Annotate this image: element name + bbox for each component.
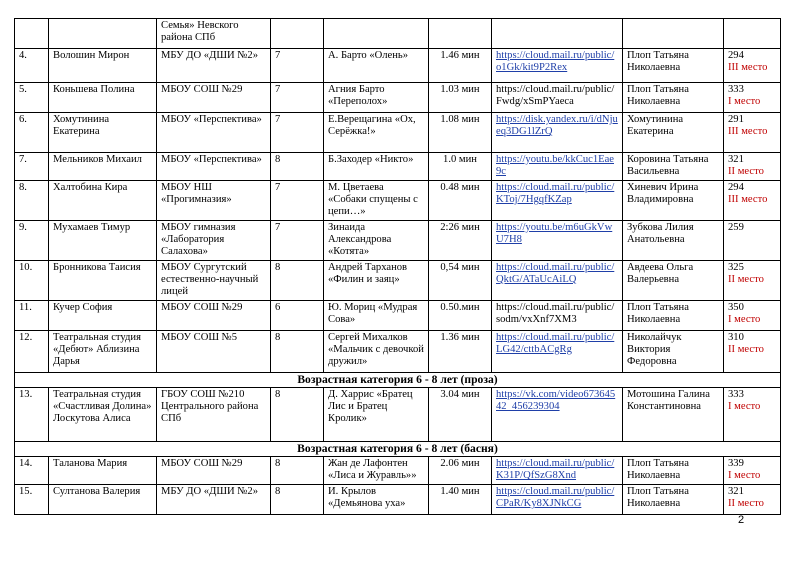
teacher-cell: Николайчук Виктория Федоровна bbox=[623, 330, 724, 372]
place-label: III место bbox=[728, 194, 768, 206]
work-title-cell: Е.Верещагина «Ох, Серёжка!» bbox=[324, 113, 429, 153]
school-cell: МБОУ НШ «Прогимназия» bbox=[157, 181, 271, 221]
school-cell: МБОУ СОШ №29 bbox=[157, 457, 271, 485]
participant-name-cell: Кучер София bbox=[49, 300, 157, 330]
teacher-cell: Зубкова Лилия Анатольевна bbox=[623, 220, 724, 260]
participant-name-cell: Таланова Мария bbox=[49, 457, 157, 485]
age-cell: 7 bbox=[271, 181, 324, 221]
video-link-cell bbox=[492, 153, 623, 181]
video-link-cell bbox=[492, 49, 623, 83]
table-row bbox=[15, 49, 781, 83]
participant-name-cell: Халтобина Кира bbox=[49, 181, 157, 221]
score-cell bbox=[724, 330, 781, 372]
score-value: 259 bbox=[728, 221, 744, 233]
participant-name-cell: Коньшева Полина bbox=[49, 83, 157, 113]
participant-name-cell: Театральная студия «Дебют» Аблизина Дарья bbox=[49, 330, 157, 372]
work-title-cell: Д. Харрис «Братец Лис и Братец Кролик» bbox=[324, 387, 429, 441]
table-row bbox=[15, 485, 781, 515]
school-cell: МБОУ «Перспектива» bbox=[157, 113, 271, 153]
video-link[interactable]: https://cloud.mail.ru/public/CPaR/Ky8XJNkCG bbox=[496, 486, 615, 510]
score-cell bbox=[724, 181, 781, 221]
page-number: 2 bbox=[738, 514, 745, 526]
row-number-cell: 10. bbox=[15, 260, 49, 300]
duration-cell: 0.48 мин bbox=[429, 181, 492, 221]
score-cell bbox=[724, 220, 781, 260]
video-link-cell bbox=[492, 330, 623, 372]
teacher-cell: Мотошина Галина Константиновна bbox=[623, 387, 724, 441]
table-row bbox=[15, 220, 781, 260]
school-cell: Семья» Невского района СПб bbox=[157, 19, 271, 49]
work-title-cell: М. Цветаева «Собаки спущены с цепи…» bbox=[324, 181, 429, 221]
school-cell: МБУ ДО «ДШИ №2» bbox=[157, 485, 271, 515]
score-cell bbox=[724, 153, 781, 181]
duration-cell: 1.46 мин bbox=[429, 49, 492, 83]
results-table-container bbox=[14, 18, 780, 515]
table-row bbox=[15, 260, 781, 300]
section-header: Возрастная категория 6 - 8 лет (басня) bbox=[15, 441, 781, 456]
video-link-text: https://cloud.mail.ru/public/sodm/vxXnf7XM3 bbox=[496, 301, 615, 325]
video-link-cell bbox=[492, 457, 623, 485]
score-value: 333 bbox=[728, 388, 744, 400]
place-label: I место bbox=[728, 470, 761, 482]
age-cell: 7 bbox=[271, 113, 324, 153]
work-title-cell: И. Крылов «Демьянова уха» bbox=[324, 485, 429, 515]
place-label: II место bbox=[728, 343, 764, 355]
duration-cell: 1.40 мин bbox=[429, 485, 492, 515]
video-link[interactable]: https://vk.com/video67364542_456239304 bbox=[496, 388, 616, 413]
score-cell bbox=[724, 457, 781, 485]
work-title-cell: Зинаида Александрова «Котята» bbox=[324, 220, 429, 260]
video-link[interactable]: https://youtu.be/m6uGkVwU7H8 bbox=[496, 221, 613, 245]
score-cell bbox=[724, 260, 781, 300]
age-cell: 8 bbox=[271, 330, 324, 372]
work-title-cell: Ю. Мориц «Мудрая Сова» bbox=[324, 300, 429, 330]
row-number-cell: 8. bbox=[15, 181, 49, 221]
table-row bbox=[15, 83, 781, 113]
video-link-cell bbox=[492, 113, 623, 153]
score-value: 333 bbox=[728, 84, 744, 95]
age-cell: 8 bbox=[271, 457, 324, 485]
results-table bbox=[14, 18, 781, 515]
duration-cell: 3.04 мин bbox=[429, 387, 492, 441]
duration-cell: 0,54 мин bbox=[429, 260, 492, 300]
work-title-cell: Андрей Тарханов «Филин и заяц» bbox=[324, 260, 429, 300]
video-link-cell bbox=[492, 83, 623, 113]
table-row-fragment bbox=[15, 19, 781, 49]
participant-name-cell: Мельников Михаил bbox=[49, 153, 157, 181]
age-cell: 8 bbox=[271, 153, 324, 181]
score-value: 294 bbox=[728, 50, 744, 61]
duration-cell: 1.0 мин bbox=[429, 153, 492, 181]
school-cell: МБОУ «Перспектива» bbox=[157, 153, 271, 181]
age-cell: 8 bbox=[271, 260, 324, 300]
table-row bbox=[15, 181, 781, 221]
row-number-cell: 12. bbox=[15, 330, 49, 372]
score-value: 325 bbox=[728, 261, 744, 273]
participant-name-cell: Театральная студия «Счастливая Долина» Лоскутова Алиса bbox=[49, 387, 157, 441]
row-number-cell: 4. bbox=[15, 49, 49, 83]
video-link[interactable]: https://youtu.be/kkCuc1Eae9c bbox=[496, 154, 614, 178]
place-label: I место bbox=[728, 96, 761, 108]
teacher-cell: Коровина Татьяна Васильевна bbox=[623, 153, 724, 181]
video-link[interactable]: https://cloud.mail.ru/public/o1Gk/kit9P2Rex bbox=[496, 50, 615, 74]
video-link-cell bbox=[492, 387, 623, 441]
table-row bbox=[15, 300, 781, 330]
age-cell: 7 bbox=[271, 220, 324, 260]
section-header: Возрастная категория 6 - 8 лет (проза) bbox=[15, 372, 781, 387]
work-title-cell: Агния Барто «Переполох» bbox=[324, 83, 429, 113]
age-cell: 8 bbox=[271, 387, 324, 441]
video-link-cell bbox=[492, 220, 623, 260]
video-link[interactable]: https://disk.yandex.ru/i/dNjueq3DG1lZrQ bbox=[496, 114, 618, 138]
video-link[interactable]: https://cloud.mail.ru/public/KToj/7HgqfKZap bbox=[496, 182, 615, 206]
duration-cell: 1.03 мин bbox=[429, 83, 492, 113]
score-value: 339 bbox=[728, 458, 744, 470]
teacher-cell: Хиневич Ирина Владимировна bbox=[623, 181, 724, 221]
age-cell: 7 bbox=[271, 49, 324, 83]
teacher-cell: Плоп Татьяна Николаевна bbox=[623, 485, 724, 515]
school-cell: МБОУ гимназия «Лаборатория Салахова» bbox=[157, 220, 271, 260]
teacher-cell: Плоп Татьяна Николаевна bbox=[623, 83, 724, 113]
score-value: 321 bbox=[728, 486, 744, 498]
participant-name-cell: Султанова Валерия bbox=[49, 485, 157, 515]
teacher-cell: Хомутинина Екатерина bbox=[623, 113, 724, 153]
video-link-cell bbox=[492, 181, 623, 221]
participant-name-cell: Волошин Мирон bbox=[49, 49, 157, 83]
place-label: III место bbox=[728, 126, 768, 138]
school-cell: МБОУ Сургутский естественно-научный лицей bbox=[157, 260, 271, 300]
section-header-row bbox=[15, 441, 781, 456]
row-number-cell: 13. bbox=[15, 387, 49, 441]
participant-name-cell: Бронникова Таисия bbox=[49, 260, 157, 300]
score-value: 350 bbox=[728, 301, 744, 313]
teacher-cell: Авдеева Ольга Валерьевна bbox=[623, 260, 724, 300]
age-cell: 6 bbox=[271, 300, 324, 330]
video-link[interactable]: https://cloud.mail.ru/public/QktG/ATaUcAiLQ bbox=[496, 261, 615, 285]
score-value: 310 bbox=[728, 331, 744, 343]
video-link[interactable]: https://cloud.mail.ru/public/K31P/QfSzG8Xnd bbox=[496, 458, 615, 482]
school-cell: МБОУ СОШ №29 bbox=[157, 300, 271, 330]
row-number-cell: 14. bbox=[15, 457, 49, 485]
school-cell: МБУ ДО «ДШИ №2» bbox=[157, 49, 271, 83]
teacher-cell: Плоп Татьяна Николаевна bbox=[623, 457, 724, 485]
place-label: I место bbox=[728, 401, 761, 413]
participant-name-cell: Мухамаев Тимур bbox=[49, 220, 157, 260]
teacher-cell: Плоп Татьяна Николаевна bbox=[623, 300, 724, 330]
school-cell: ГБОУ СОШ №210 Центрального района СПб bbox=[157, 387, 271, 441]
school-cell: МБОУ СОШ №29 bbox=[157, 83, 271, 113]
teacher-cell: Плоп Татьяна Николаевна bbox=[623, 49, 724, 83]
participant-name-cell: Хомутинина Екатерина bbox=[49, 113, 157, 153]
row-number-cell: 15. bbox=[15, 485, 49, 515]
row-number-cell: 9. bbox=[15, 220, 49, 260]
table-row bbox=[15, 330, 781, 372]
place-label: III место bbox=[728, 62, 768, 74]
table-row bbox=[15, 113, 781, 153]
place-label: I место bbox=[728, 313, 761, 325]
place-label: II место bbox=[728, 498, 764, 510]
place-label: II место bbox=[728, 273, 764, 285]
table-row bbox=[15, 457, 781, 485]
video-link[interactable]: https://cloud.mail.ru/public/LG42/cttbACgRg bbox=[496, 331, 615, 355]
table-row bbox=[15, 153, 781, 181]
row-number-cell: 11. bbox=[15, 300, 49, 330]
score-cell bbox=[724, 83, 781, 113]
video-link-cell bbox=[492, 485, 623, 515]
duration-cell: 0.50.мин bbox=[429, 300, 492, 330]
work-title-cell: Жан де Лафонтен «Лиса и Журавль»» bbox=[324, 457, 429, 485]
score-value: 321 bbox=[728, 154, 744, 165]
section-header-row bbox=[15, 372, 781, 387]
video-link-cell bbox=[492, 260, 623, 300]
work-title-cell: Сергей Михалков «Мальчик с девочкой дружил» bbox=[324, 330, 429, 372]
duration-cell: 2.06 мин bbox=[429, 457, 492, 485]
duration-cell: 1.36 мин bbox=[429, 330, 492, 372]
score-cell bbox=[724, 485, 781, 515]
table-row bbox=[15, 387, 781, 441]
video-link-cell bbox=[492, 300, 623, 330]
row-number-cell: 5. bbox=[15, 83, 49, 113]
work-title-cell: А. Барто «Олень» bbox=[324, 49, 429, 83]
score-cell bbox=[724, 49, 781, 83]
duration-cell: 1.08 мин bbox=[429, 113, 492, 153]
row-number-cell: 7. bbox=[15, 153, 49, 181]
age-cell: 8 bbox=[271, 485, 324, 515]
place-label: II место bbox=[728, 166, 764, 178]
score-value: 294 bbox=[728, 182, 744, 193]
school-cell: МБОУ СОШ №5 bbox=[157, 330, 271, 372]
score-value: 291 bbox=[728, 114, 744, 125]
age-cell: 7 bbox=[271, 83, 324, 113]
duration-cell: 2:26 мин bbox=[429, 220, 492, 260]
score-cell bbox=[724, 300, 781, 330]
work-title-cell: Б.Заходер «Никто» bbox=[324, 153, 429, 181]
score-cell bbox=[724, 113, 781, 153]
video-link-text: https://cloud.mail.ru/public/Fwdg/xSmPYaeca bbox=[496, 84, 615, 108]
row-number-cell: 6. bbox=[15, 113, 49, 153]
score-cell bbox=[724, 387, 781, 441]
